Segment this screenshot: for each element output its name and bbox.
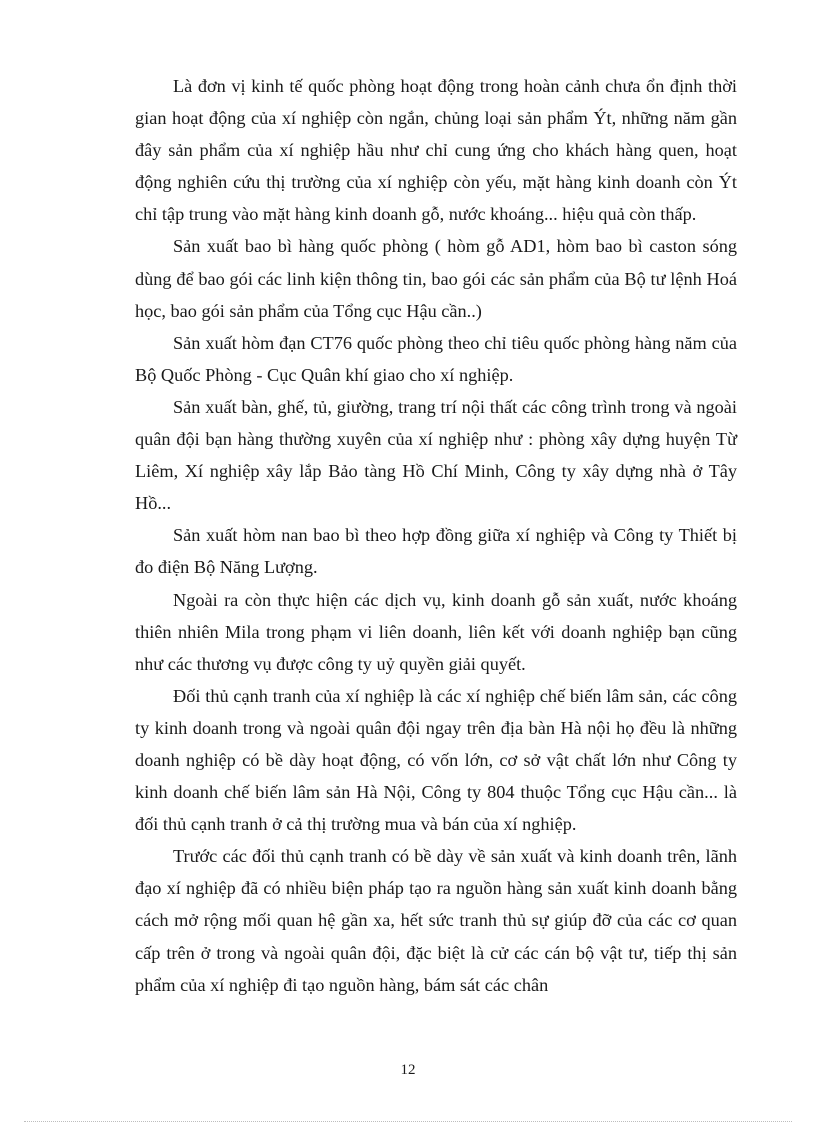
page-number: 12 bbox=[400, 1062, 416, 1078]
paragraph: Sản xuất hòm nan bao bì theo hợp đồng giữa xí nghiệp và Công ty Thiết bị đo điện Bộ Năng Lượng. bbox=[135, 525, 737, 578]
paragraph: Đối thủ cạnh tranh của xí nghiệp là các xí nghiệp chế biến lâm sản, các công ty kinh doanh trong và ngoài quân đội ngay trên địa bàn Hà nội họ đều là những doanh nghiệp có bề dày hoạt động, có vốn lớn, cơ sở vật chất lớn như Công ty kinh doanh chế biến lâm sản Hà Nội, Công ty 804 thuộc Tổng cục Hậu cần... là đối thủ cạnh tranh ở cả thị trường mua và bán của xí nghiệp. bbox=[135, 685, 737, 835]
paragraph: Sản xuất bàn, ghế, tủ, giường, trang trí nội thất các công trình trong và ngoài quân đội bạn hàng thường xuyên của xí nghiệp như : phòng xây dựng huyện Từ Liêm, Xí nghiệp xây lắp Bảo tàng Hồ Chí Minh, Công ty xây dựng nhà ở Tây Hồ... bbox=[135, 396, 737, 514]
paragraph: Ngoài ra còn thực hiện các dịch vụ, kinh doanh gỗ sản xuất, nước khoáng thiên nhiên Mila trong phạm vi liên doanh, liên kết với doanh nghiệp bạn cũng như các thương vụ được công ty uỷ quyền giải quyết. bbox=[135, 589, 737, 674]
paragraph: Trước các đối thủ cạnh tranh có bề dày về sản xuất và kinh doanh trên, lãnh đạo xí nghiệp đã có nhiều biện pháp tạo ra nguồn hàng sản xuất kinh doanh bằng cách mở rộng mối quan hệ gần xa, hết sức tranh thủ sự giúp đỡ của các cơ quan cấp trên ở trong và ngoài quân đội, đặc biệt là cử các cán bộ vật tư, tiếp thị sản phẩm của xí nghiệp đi tạo nguồn hàng, bám sát các chân bbox=[135, 846, 737, 995]
body-text bbox=[135, 70, 737, 1001]
paragraph: Sản xuất bao bì hàng quốc phòng ( hòm gỗ AD1, hòm bao bì caston sóng dùng để bao gói các linh kiện thông tin, bao gói các sản phẩm của Bộ tư lệnh Hoá học, bao gói sản phẩm của Tổng cục Hậu cần..) bbox=[135, 236, 737, 321]
paragraph: Sản xuất hòm đạn CT76 quốc phòng theo chỉ tiêu quốc phòng hàng năm của Bộ Quốc Phòng - Cục Quân khí giao cho xí nghiệp. bbox=[135, 332, 737, 385]
paragraph: Là đơn vị kinh tế quốc phòng hoạt động trong hoàn cảnh chưa ổn định thời gian hoạt động của xí nghiệp còn ngắn, chủng loại sản phẩm Ýt, những năm gần đây sản phẩm của xí nghiệp hầu như chỉ cung ứng cho khách hàng quen, hoạt động nghiên cứu thị trường của xí nghiệp còn yếu, mặt hàng kinh doanh còn Ýt chỉ tập trung vào mặt hàng kinh doanh gỗ, nước khoáng... hiệu quả còn thấp. bbox=[135, 76, 737, 225]
page-bottom-divider bbox=[24, 1121, 792, 1122]
